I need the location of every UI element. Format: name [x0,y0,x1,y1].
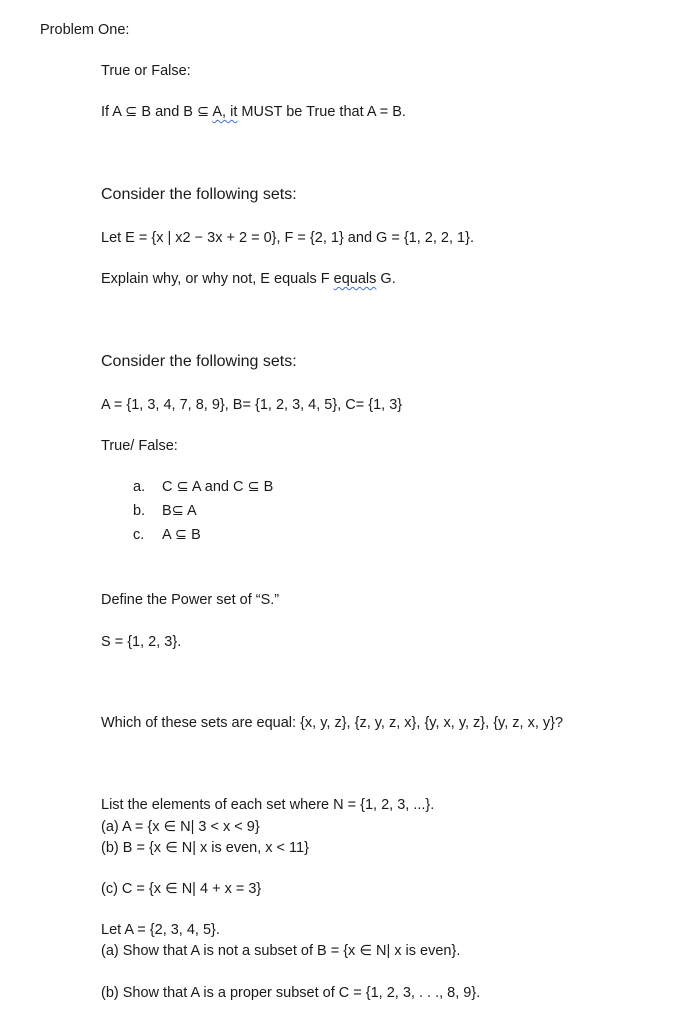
q2-sets: Let E = {x | x2 − 3x + 2 = 0}, F = {2, 1} and G = {1, 2, 2, 1}. [101,230,474,246]
q1-label: True or False: [101,63,191,79]
q2-prompt-squiggle: equals [333,271,377,287]
q7-part-b: (b) Show that A is a proper subset of C = {1, 2, 3, . . ., 8, 9}. [101,985,481,1001]
q6-part-c: (c) C = {x ∈ N| 4 + x = 3} [101,881,262,897]
q2-prompt-start: Explain why, or why not, E equals F [101,271,334,287]
q3-intro: Consider the following sets: [101,353,297,370]
q2-prompt-end: G. [376,271,396,287]
q1-statement-end: MUST be True that A = B. [237,104,406,120]
q3-item-b-text: B⊆ A [162,503,197,519]
q2-prompt [101,270,396,288]
q4-prompt: Define the Power set of “S.” [101,592,280,608]
q3-sets: A = {1, 3, 4, 7, 8, 9}, B= {1, 2, 3, 4, 5}, C= {1, 3} [101,397,403,413]
q6-part-a: (a) A = {x ∈ N| 3 < x < 9} [101,819,260,835]
q3-item-a-text: C ⊆ A and C ⊆ B [162,479,274,495]
q3-label: True/ False: [101,438,178,454]
q1-statement-start: If A ⊆ B and B ⊆ [101,104,213,120]
q3-item-b-marker: b. [133,503,146,519]
q2-intro: Consider the following sets: [101,186,297,203]
q5-prompt: Which of these sets are equal: {x, y, z}, {z, y, z, x}, {y, x, y, z}, {y, z, x, y}? [101,715,564,731]
q1-statement [101,103,406,121]
q3-item-c-marker: c. [133,527,145,543]
q1-statement-squiggle: A, it [212,104,238,120]
q3-item-c-text: A ⊆ B [162,527,201,543]
q7-intro: Let A = {2, 3, 4, 5}. [101,922,220,938]
q4-set: S = {1, 2, 3}. [101,634,182,650]
q3-item-a-marker: a. [133,479,146,495]
q6-part-b: (b) B = {x ∈ N| x is even, x < 11} [101,840,309,856]
q6-prompt: List the elements of each set where N = {1, 2, 3, ...}. [101,797,435,813]
q7-part-a: (a) Show that A is not a subset of B = {x ∈ N| x is even}. [101,943,461,959]
problem-heading: Problem One: [40,22,130,38]
